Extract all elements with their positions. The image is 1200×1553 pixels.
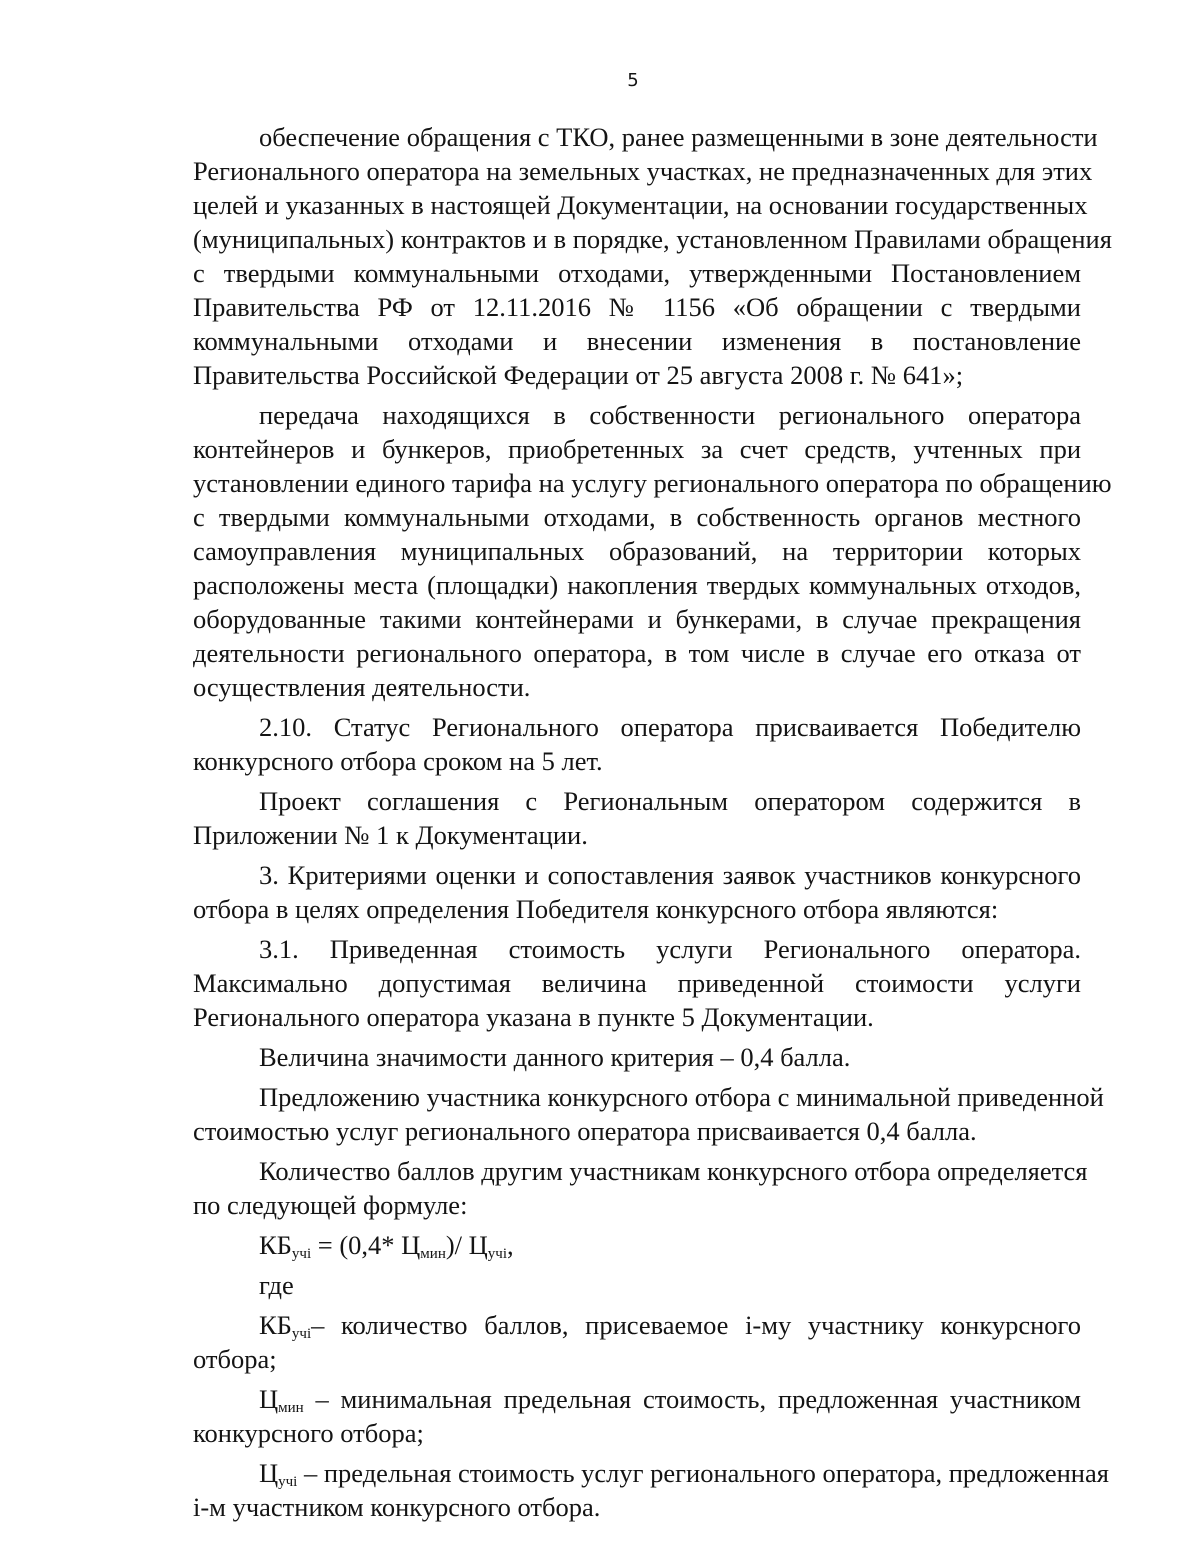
paragraph-line: коммунальными отходами и внесении изменения в постановление xyxy=(193,326,1081,356)
paragraph-line: осуществления деятельности. xyxy=(193,672,531,702)
formula xyxy=(193,1228,1081,1262)
paragraph xyxy=(193,710,1081,778)
definition-sub: учi xyxy=(291,1326,312,1342)
definition-line-1 xyxy=(193,1382,1081,1416)
paragraph-line: конкурсного отбора сроком на 5 лет. xyxy=(193,746,603,776)
where-label-block xyxy=(193,1268,1081,1302)
paragraph-line: установлении единого тарифа на услугу регионального оператора по обращению xyxy=(193,468,1112,498)
formula-end: , xyxy=(507,1230,514,1260)
definition-symbol: Ц xyxy=(259,1458,279,1488)
paragraph-line: с твердыми коммунальными отходами, утвержденными Постановлением xyxy=(193,258,1081,288)
paragraph-line: Проект соглашения с Региональным оператором содержится в xyxy=(259,786,1081,816)
definition-line-2: конкурсного отбора; xyxy=(193,1418,424,1448)
formula-uch-sub: учi xyxy=(487,1246,508,1262)
paragraph-line: Регионального оператора указана в пункте 5 Документации. xyxy=(193,1002,874,1032)
paragraph-line: с твердыми коммунальными отходами, в собственность органов местного xyxy=(193,502,1081,532)
paragraph xyxy=(193,1040,1081,1074)
definition-text: – минимальная предельная стоимость, предложенная участником xyxy=(303,1384,1081,1414)
paragraph xyxy=(193,120,1112,392)
paragraph-line: целей и указанных в настоящей Документации, на основании государственных xyxy=(193,190,1088,220)
paragraph xyxy=(193,932,1081,1034)
definition-line-2: i-м участником конкурсного отбора. xyxy=(193,1492,601,1522)
where-label: где xyxy=(259,1270,294,1300)
paragraph xyxy=(193,1080,1104,1148)
definition-text: – количество баллов, присеваемое i-му участнику конкурсного xyxy=(311,1310,1081,1340)
definition-symbol: Ц xyxy=(259,1384,279,1414)
page-number: 5 xyxy=(627,70,639,91)
definition-sub: учi xyxy=(278,1474,298,1490)
paragraph-line: Величина значимости данного критерия – 0,4 балла. xyxy=(259,1042,851,1072)
paragraph-line: отбора в целях определения Победителя конкурсного отбора являются: xyxy=(193,894,999,924)
definition-line-1 xyxy=(193,1308,1081,1342)
paragraph-line: по следующей формуле: xyxy=(193,1190,468,1220)
paragraph-line: Регионального оператора на земельных участках, не предназначенных для этих xyxy=(193,156,1093,186)
paragraph-line: передача находящихся в собственности регионального оператора xyxy=(259,400,1081,430)
paragraph-line: Предложению участника конкурсного отбора с минимальной приведенной xyxy=(259,1082,1104,1112)
paragraph-line: оборудованные такими контейнерами и бункерами, в случае прекращения xyxy=(193,604,1081,634)
formula-line xyxy=(193,1228,1081,1262)
paragraph-line: расположены места (площадки) накопления твердых коммунальных отходов, xyxy=(193,570,1081,600)
paragraph-list xyxy=(193,120,1112,1222)
paragraph-line: стоимостью услуг регионального оператора присваивается 0,4 балла. xyxy=(193,1116,977,1146)
paragraph-line: Количество баллов другим участникам конкурсного отбора определяется xyxy=(259,1156,1088,1186)
paragraph-line: Максимально допустимая величина приведенной стоимости услуги xyxy=(193,968,1081,998)
paragraph-line: контейнеров и бункеров, приобретенных за счет средств, учтенных при xyxy=(193,434,1081,464)
paragraph-line: деятельности регионального оператора, в том числе в случае его отказа от xyxy=(193,638,1081,668)
definition-text: – предельная стоимость услуг регионального оператора, предложенная xyxy=(297,1458,1109,1488)
formula-slash: )/ Ц xyxy=(445,1230,488,1260)
paragraph-line: 3. Критериями оценки и сопоставления заявок участников конкурсного xyxy=(259,860,1081,890)
paragraph xyxy=(193,858,1081,926)
paragraph-line: самоуправления муниципальных образований, на территории которых xyxy=(193,536,1081,566)
paragraph xyxy=(193,398,1112,704)
definition xyxy=(193,1382,1081,1450)
formula-kb: КБ xyxy=(259,1230,292,1260)
paragraph-line: Правительства РФ от 12.11.2016 № 1156 «Об обращении с твердыми xyxy=(193,292,1081,322)
paragraph-line: Приложении № 1 к Документации. xyxy=(193,820,588,850)
paragraph-line: 3.1. Приведенная стоимость услуги Регионального оператора. xyxy=(259,934,1081,964)
formula-kb-sub: учi xyxy=(291,1246,312,1262)
formula-min-sub: мин xyxy=(420,1246,446,1262)
definition xyxy=(193,1308,1081,1376)
paragraph xyxy=(193,784,1081,852)
paragraph-line: обеспечение обращения с ТКО, ранее размещенными в зоне деятельности xyxy=(259,122,1098,152)
definition xyxy=(193,1456,1109,1524)
paragraph-line: Правительства Российской Федерации от 25 августа 2008 г. № 641»; xyxy=(193,360,964,390)
paragraph-line: (муниципальных) контрактов и в порядке, установленном Правилами обращения xyxy=(193,224,1112,254)
paragraph-line: 2.10. Статус Регионального оператора присваивается Победителю xyxy=(259,712,1081,742)
definition-line-2: отбора; xyxy=(193,1344,277,1374)
formula-mid: = (0,4* Ц xyxy=(311,1230,421,1260)
definition-sub: мин xyxy=(278,1400,304,1416)
paragraph xyxy=(193,1154,1088,1222)
document-body xyxy=(193,120,1112,1530)
definition-line-1 xyxy=(193,1456,1109,1490)
definition-symbol: КБ xyxy=(259,1310,292,1340)
